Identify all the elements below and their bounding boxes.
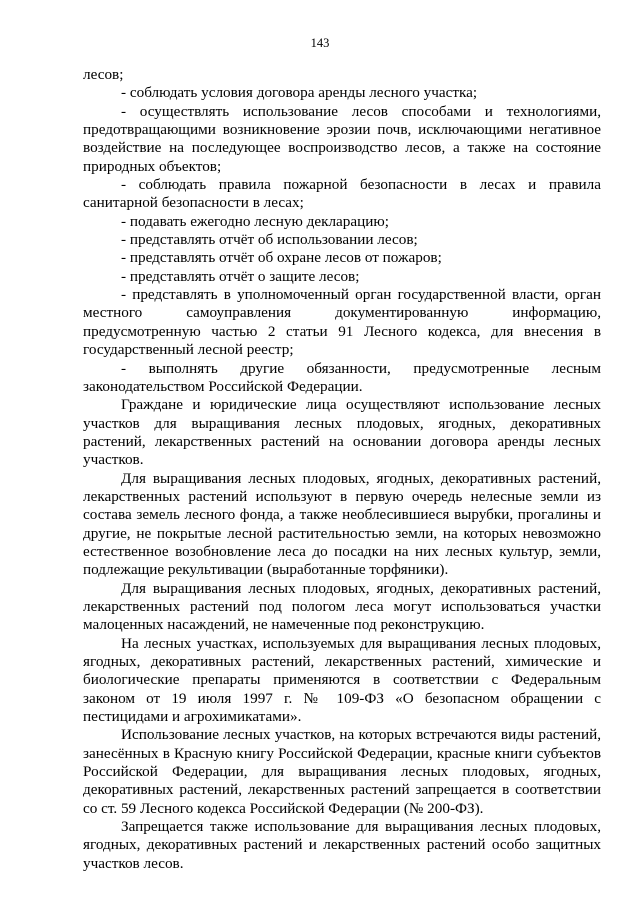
list-item-registry-info: - представлять в уполномоченный орган государственной власти, орган местного самоуправления документированную информацию, предусмотренную частью 2 статьи 91 Лесного кодекса, для внесения в государственный лесной реестр; (83, 286, 601, 359)
list-item-usage-report: - представлять отчёт об использовании лесов; (121, 231, 418, 249)
list-item-fire-safety: - соблюдать правила пожарной безопасности в лесах и правила санитарной безопасности в лесах; (83, 176, 601, 212)
list-item-declaration: - подавать ежегодно лесную декларацию; (121, 212, 389, 230)
paragraph-red-book: Использование лесных участков, на которых встречаются виды растений, занесённых в Красную книгу Российской Федерации, красные книги субъектов Российской Федерации, для выращивания лесных плодовых, ягодных, декоративных растений, лекарственных растений запрещается в соответствии со ст. 59 Лесного кодекса Российской Федерации (№ 200-ФЗ). (83, 726, 601, 817)
paragraph-chemicals: На лесных участках, используемых для выращивания лесных плодовых, ягодных, декоративных растений, лекарственных растений, химические и биологические препараты применяются в соответствии с Федеральным законом от 19 июля 1997 г. № 109-ФЗ «О безопасном обращении с пестицидами и агрохимикатами». (83, 634, 601, 726)
list-item-fire-report: - представлять отчёт об охране лесов от пожаров; (121, 249, 442, 267)
paragraph-under-canopy: Для выращивания лесных плодовых, ягодных, декоративных растений, лекарственных растений под пологом леса могут использоваться участки малоценных насаждений, не намеченные под реконструкцию. (83, 579, 601, 634)
page-number: 143 (310, 36, 330, 50)
paragraph-continuation: лесов; (83, 66, 124, 83)
list-item-other-duties: - выполнять другие обязанности, предусмотренные лесным законодательством Российской Федерации. (83, 359, 601, 395)
document-body (83, 66, 601, 873)
list-item-erosion: - осуществлять использование лесов способами и технологиями, предотвращающими возникновение эрозии почв, исключающими негативное воздействие на последующее воспроизводство лесов, а также на состояние природных объектов; (83, 102, 601, 175)
paragraph-protected-areas: Запрещается также использование для выращивания лесных плодовых, ягодных, декоративных растений и лекарственных растений особо защитных участков лесов. (83, 818, 601, 872)
list-item-lease-terms: - соблюдать условия договора аренды лесного участка; (121, 84, 478, 102)
list-item-protection-report: - представлять отчёт о защите лесов; (121, 267, 360, 285)
paragraph-land-types: Для выращивания лесных плодовых, ягодных, декоративных растений, лекарственных растений используют в первую очередь нелесные земли из состава земель лесного фонда, а также необлесившиеся вырубки, прогалины и другие, не покрытые лесной растительностью земли, на которых невозможно естественное возобновление леса до посадки на них лесных культур, земли, подлежащие рекультивации (выработанные торфяники). (83, 469, 601, 579)
paragraph-lease-basis: Граждане и юридические лица осуществляют использование лесных участков для выращивания лесных плодовых, ягодных, декоративных растений, лекарственных растений на основании договора аренды лесных участков. (83, 396, 601, 469)
